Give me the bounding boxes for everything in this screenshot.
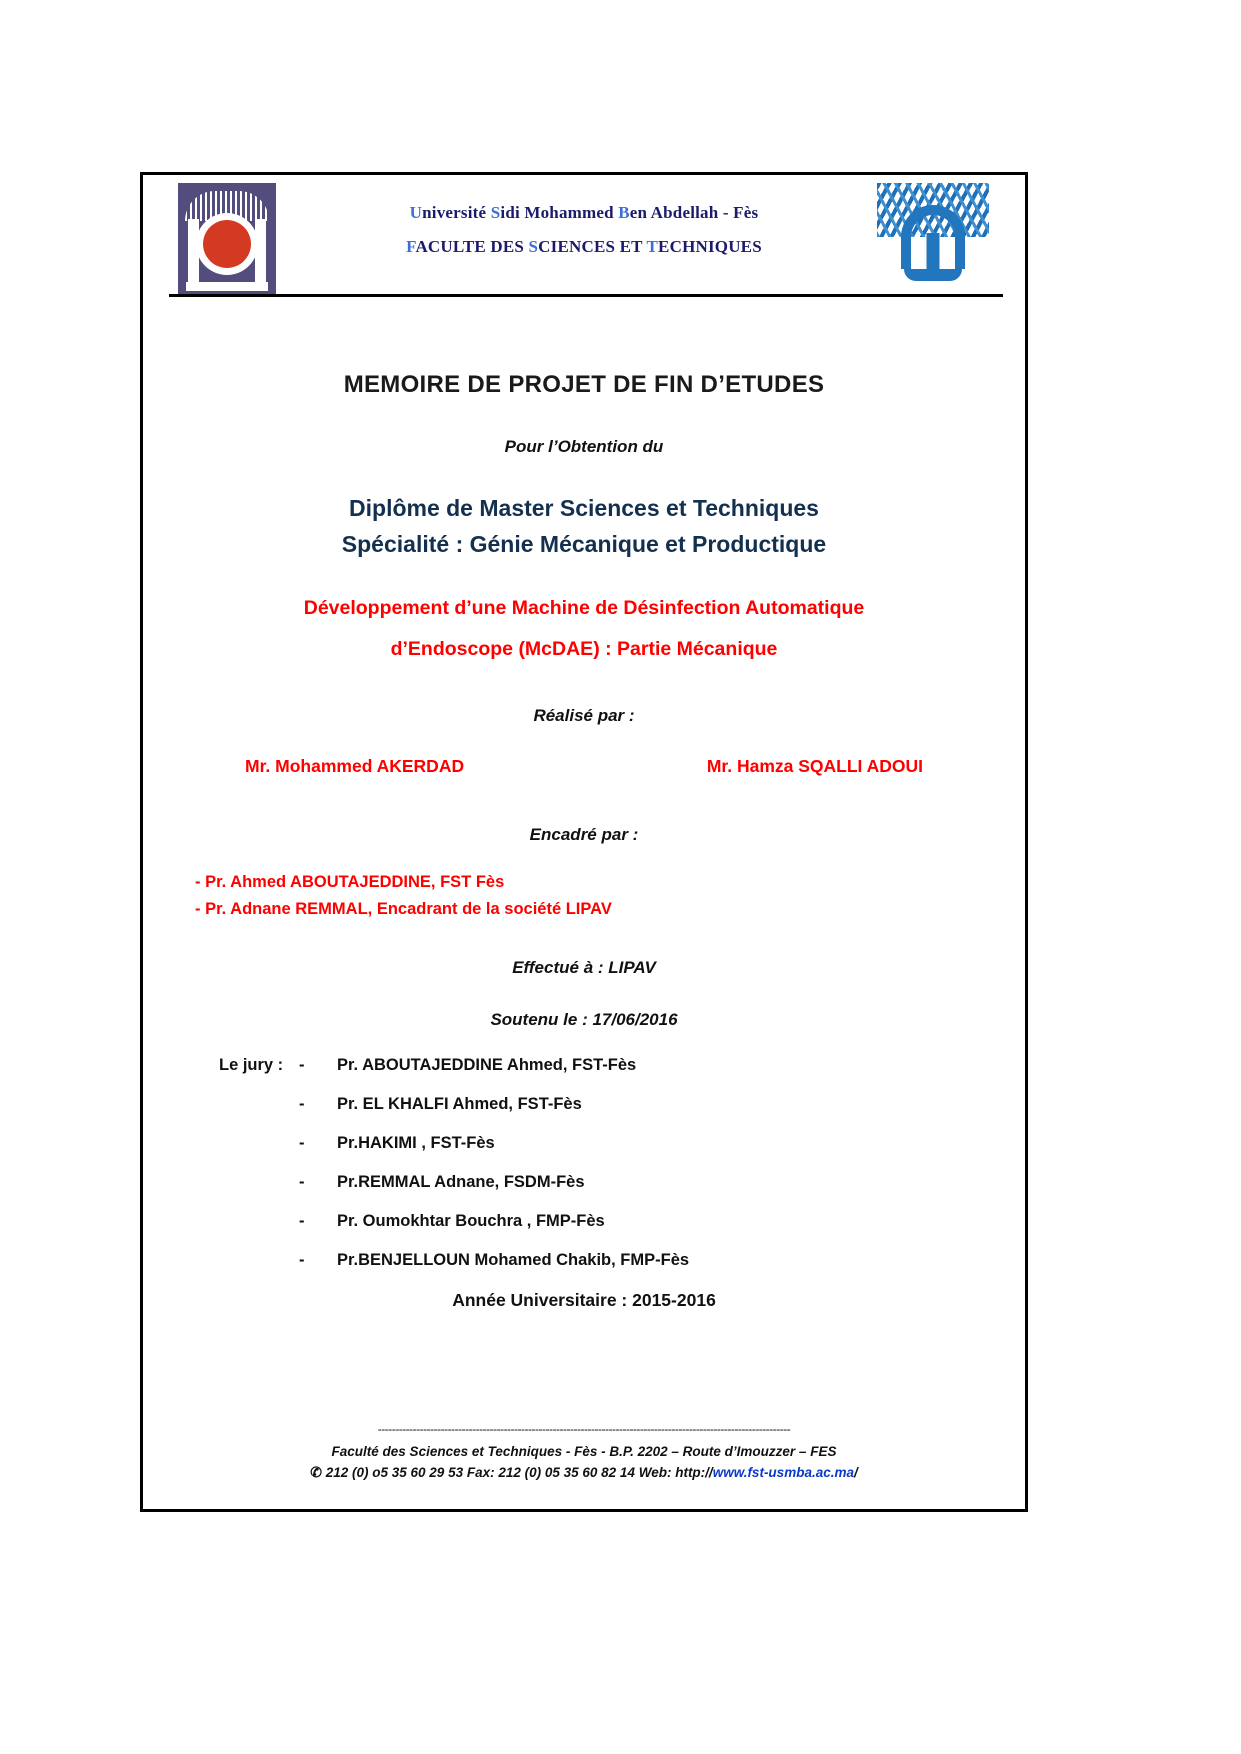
performed-at: Effectué à : LIPAV [512, 957, 656, 977]
degree-line-1: Diplôme de Master Sciences et Techniques [349, 495, 819, 521]
defense-date: Soutenu le : 17/06/2016 [490, 1009, 678, 1029]
degree-line-2: Spécialité : Génie Mécanique et Productique [341, 530, 827, 557]
jury-dash: - [299, 1055, 305, 1074]
footer-contact-text: 212 (0) o5 35 60 29 53 Fax: 212 (0) 05 35 60 82 14 Web: http:// [321, 1464, 713, 1480]
degree-block [177, 491, 991, 562]
usmba-seal-logo-icon [178, 183, 276, 295]
jury-label: Le jury : [219, 1055, 284, 1074]
jury-dash: - [299, 1211, 305, 1230]
realized-by-label: Réalisé par : [533, 706, 635, 726]
logo-base [186, 282, 268, 291]
fst-arch-logo-icon [877, 183, 989, 287]
header-divider [169, 294, 1003, 297]
jury-row [219, 1251, 991, 1270]
author-2: Mr. Hamza SQALLI ADOUI [706, 756, 923, 777]
logo-right-pillar [255, 219, 266, 291]
jury-row [219, 1095, 991, 1114]
footer-address: Faculté des Sciences et Techniques - Fès - B.P. 2202 – Route d’Imouzzer – FES [331, 1443, 837, 1459]
document-page [140, 172, 1028, 1512]
jury-member: Pr. Oumokhtar Bouchra , FMP-Fès [337, 1211, 605, 1230]
footer-contact-suffix: / [853, 1464, 858, 1480]
document-footer [177, 1422, 991, 1484]
jury-row [219, 1173, 991, 1192]
logo-foot [904, 269, 962, 281]
author-1: Mr. Mohammed AKERDAD [245, 756, 465, 777]
jury-member: Pr. EL KHALFI Ahmed, FST-Fès [337, 1094, 582, 1113]
university-name: Université Sidi Mohammed Ben Abdellah - Fès [409, 203, 759, 222]
page-title: MEMOIRE DE PROJET DE FIN D’ETUDES [343, 371, 825, 398]
jury-member: Pr. ABOUTAJEDDINE Ahmed, FST-Fès [337, 1055, 637, 1074]
document-subtitle: Pour l’Obtention du [504, 437, 664, 456]
theme-line-2: d’Endoscope (McDAE) : Partie Mécanique [390, 638, 778, 661]
jury-dash: - [299, 1094, 305, 1113]
thesis-theme [177, 588, 991, 670]
jury-member: Pr.BENJELLOUN Mohamed Chakib, FMP-Fès [337, 1250, 690, 1269]
jury-member: Pr.HAKIMI , FST-Fès [337, 1133, 495, 1152]
jury-dash: - [299, 1172, 305, 1191]
website-link[interactable]: www.fst-usmba.ac.ma [712, 1464, 854, 1480]
faculty-name: FACULTE DES SCIENCES ET TECHNIQUES [406, 237, 762, 256]
logo-center-circle [196, 213, 258, 275]
supervised-by-label: Encadré par : [529, 825, 639, 845]
theme-line-1: Développement d’une Machine de Désinfection Automatique [303, 597, 865, 620]
jury-row [219, 1056, 991, 1075]
document-header [143, 175, 1025, 299]
supervisor-2: - Pr. Adnane REMMAL, Encadrant de la société LIPAV [195, 900, 612, 919]
university-heading [303, 203, 865, 257]
jury-list [177, 1056, 991, 1270]
footer-contact [177, 1462, 991, 1483]
supervisors-list [177, 869, 991, 923]
authors-list [177, 756, 991, 777]
footer-divider: ---------------------------------------------------------------------------------------------------------------------- [377, 1421, 791, 1436]
jury-member: Pr.REMMAL Adnane, FSDM-Fès [337, 1172, 585, 1191]
jury-dash: - [299, 1250, 305, 1269]
phone-icon: ✆ [310, 1463, 322, 1480]
supervisor-1: - Pr. Ahmed ABOUTAJEDDINE, FST Fès [195, 873, 505, 892]
jury-row [219, 1134, 991, 1153]
document-body [143, 371, 1025, 1311]
jury-dash: - [299, 1133, 305, 1152]
jury-row [219, 1212, 991, 1231]
academic-year: Année Universitaire : 2015-2016 [452, 1289, 716, 1310]
